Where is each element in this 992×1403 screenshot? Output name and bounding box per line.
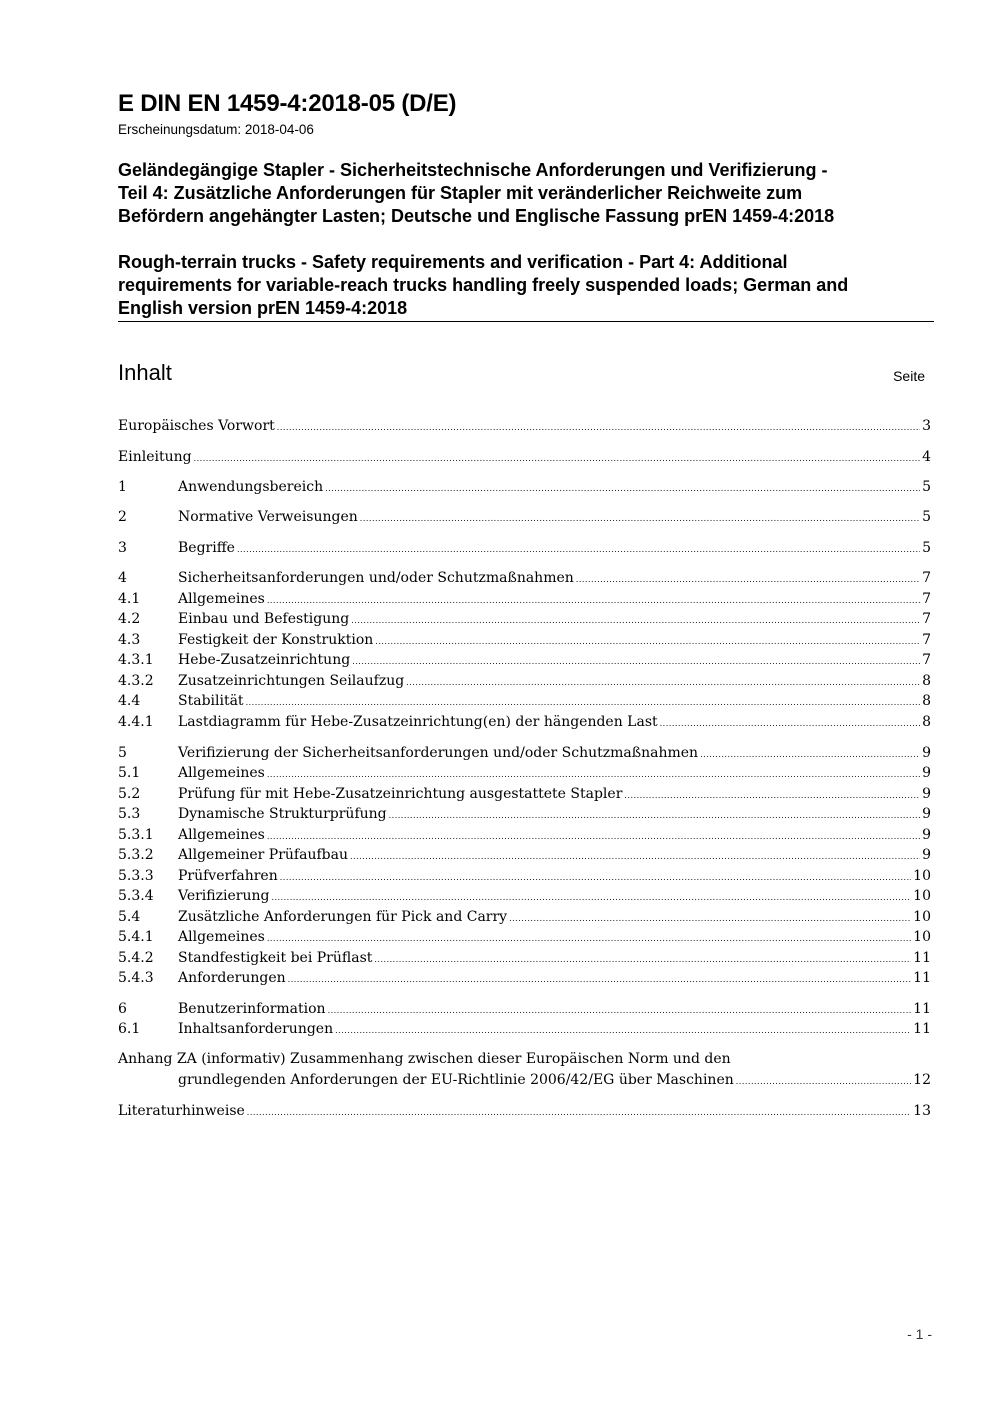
toc-dot-leader <box>360 509 920 525</box>
toc-entry-number: 5.1 <box>118 765 141 781</box>
toc-entry-label: Dynamische Strukturprüfung <box>178 806 387 822</box>
toc-entry-page: 7 <box>922 591 931 607</box>
toc-entry-page: 11 <box>913 950 931 966</box>
toc-entry[interactable] <box>118 745 931 765</box>
toc-entry-number: 5.4.3 <box>118 970 154 986</box>
toc-dot-leader <box>325 479 920 495</box>
toc-entry-number: 4.4 <box>118 693 141 709</box>
toc-dot-leader <box>267 929 911 945</box>
toc-entry-page: 7 <box>922 652 931 668</box>
toc-entry-label: Normative Verweisungen <box>178 509 358 525</box>
toc-dot-leader <box>267 765 920 781</box>
toc-entry[interactable] <box>118 1021 931 1041</box>
toc-entry-page: 7 <box>922 611 931 627</box>
english-title-line: Rough-terrain trucks - Safety requirements and verification - Part 4: Additional <box>118 252 788 272</box>
document-id: E DIN EN 1459-4:2018-05 (D/E) <box>118 90 457 117</box>
toc-entry[interactable] <box>118 449 931 469</box>
toc-entry-number: 5.2 <box>118 786 141 802</box>
toc-entry[interactable] <box>118 693 931 713</box>
toc-entry[interactable] <box>118 847 931 867</box>
toc-entry-label: Einbau und Befestigung <box>178 611 350 627</box>
toc-entry-page: 7 <box>922 570 931 586</box>
toc-entry-number: 4 <box>118 570 127 586</box>
toc-entry-page: 9 <box>922 827 931 843</box>
german-title-line: Befördern angehängter Lasten; Deutsche und Englische Fassung prEN 1459-4:2018 <box>118 206 835 226</box>
toc-entry-page: 8 <box>922 714 931 730</box>
toc-entry[interactable] <box>118 765 931 785</box>
toc-entry-label: Stabilität <box>178 693 244 709</box>
toc-entry-label: Lastdiagramm für Hebe-Zusatzeinrichtung(en) der hängenden Last <box>178 714 658 730</box>
toc-entry-page: 11 <box>913 970 931 986</box>
toc-entry-number: 5.4 <box>118 909 141 925</box>
toc-entry-label: Allgemeines <box>178 765 265 781</box>
toc-dot-leader <box>406 673 920 689</box>
toc-entry-number: 4.3 <box>118 632 141 648</box>
toc-entry-label: Verifizierung <box>178 888 270 904</box>
toc-entry[interactable] <box>118 673 931 693</box>
toc-entry[interactable] <box>118 970 931 990</box>
toc-entry-number: 4.1 <box>118 591 141 607</box>
toc-entry-number: 6 <box>118 1001 127 1017</box>
toc-entry-page: 5 <box>922 479 931 495</box>
toc-dot-leader <box>237 540 920 556</box>
toc-entry-label: Allgemeines <box>178 827 265 843</box>
toc-entry-label: Festigkeit der Konstruktion <box>178 632 374 648</box>
toc-entry-number: 5.3.4 <box>118 888 154 904</box>
toc-entry[interactable] <box>118 786 931 806</box>
toc-entry-page: 5 <box>922 509 931 525</box>
page-number: - 1 - <box>907 1326 932 1342</box>
toc-entry-page: 7 <box>922 632 931 648</box>
toc-dot-leader <box>374 950 911 966</box>
toc-entry-number: 5.4.1 <box>118 929 154 945</box>
toc-entry-label: Anwendungsbereich <box>178 479 324 495</box>
toc-entry[interactable] <box>118 1072 931 1092</box>
title-divider <box>118 321 934 322</box>
toc-dot-leader <box>736 1072 911 1088</box>
toc-dot-leader <box>389 806 920 822</box>
toc-entry-number: 5.3.2 <box>118 847 154 863</box>
toc-entry[interactable] <box>118 888 931 908</box>
toc-entry-label: Einleitung <box>118 449 192 465</box>
toc-entry[interactable] <box>118 714 931 734</box>
toc-entry-page: 12 <box>913 1072 931 1088</box>
toc-entry-label: Verifizierung der Sicherheitsanforderungen und/oder Schutzmaßnahmen <box>178 745 699 761</box>
toc-entry-page: 13 <box>913 1103 931 1119</box>
toc-entry[interactable] <box>118 1103 931 1123</box>
toc-dot-leader <box>700 745 920 761</box>
german-title-line: Geländegängige Stapler - Sicherheitstechnische Anforderungen und Verifizierung - <box>118 160 828 180</box>
toc-entry-number: 5.4.2 <box>118 950 154 966</box>
toc-entry-label: Benutzerinformation <box>178 1001 326 1017</box>
toc-dot-leader <box>267 591 920 607</box>
toc-entry-page: 9 <box>922 745 931 761</box>
publication-date: Erscheinungsdatum: 2018-04-06 <box>118 122 314 137</box>
toc-dot-leader <box>328 1001 912 1017</box>
english-title-line: English version prEN 1459-4:2018 <box>118 298 408 318</box>
toc-heading: Inhalt <box>118 360 172 385</box>
toc-dot-leader <box>267 827 920 843</box>
toc-entry-label: Begriffe <box>178 540 235 556</box>
toc-entry-number: 4.3.2 <box>118 673 154 689</box>
toc-entry[interactable] <box>118 540 931 560</box>
german-title-line: Teil 4: Zusätzliche Anforderungen für Stapler mit veränderlicher Reichweite zum <box>118 183 803 203</box>
toc-entry-page: 9 <box>922 786 931 802</box>
toc-dot-leader <box>375 632 920 648</box>
toc-entry-number: 3 <box>118 540 127 556</box>
toc-entry-label: Allgemeiner Prüfaufbau <box>178 847 348 863</box>
toc-entry-label: Sicherheitsanforderungen und/oder Schutzmaßnahmen <box>178 570 574 586</box>
toc-entry-label: Zusätzliche Anforderungen für Pick and Carry <box>178 909 508 925</box>
toc-entry-page: 10 <box>913 909 931 925</box>
toc-entry-page: 4 <box>922 449 931 465</box>
toc-dot-leader <box>288 970 912 986</box>
toc-entry-label: Hebe-Zusatzeinrichtung <box>178 652 351 668</box>
toc-entry-number: 1 <box>118 479 127 495</box>
toc-entry-label: Allgemeines <box>178 929 265 945</box>
toc-entry[interactable] <box>118 632 931 652</box>
toc-entry-label: Inhaltsanforderungen <box>178 1021 334 1037</box>
toc-entry-number: 5.3.1 <box>118 827 154 843</box>
toc-dot-leader <box>351 611 920 627</box>
english-title-line: requirements for variable-reach trucks handling freely suspended loads; German and <box>118 275 849 295</box>
toc-entry-number: 2 <box>118 509 127 525</box>
toc-entry-number: 5 <box>118 745 127 761</box>
toc-entry-page: 9 <box>922 765 931 781</box>
toc-entry-page: 8 <box>922 693 931 709</box>
toc-entry-label: Zusatzeinrichtungen Seilaufzug <box>178 673 405 689</box>
toc-entry-page: 8 <box>922 673 931 689</box>
toc-dot-leader <box>624 786 920 802</box>
toc-entry[interactable] <box>118 1001 931 1021</box>
toc-dot-leader <box>246 693 921 709</box>
toc-dot-leader <box>576 570 920 586</box>
toc-entry-page: 11 <box>913 1021 931 1037</box>
toc-dot-leader <box>194 449 921 465</box>
toc-entry-number: 4.2 <box>118 611 141 627</box>
toc-entry-label: Allgemeines <box>178 591 265 607</box>
toc-entry-label: Prüfung für mit Hebe-Zusatzeinrichtung ausgestattete Stapler <box>178 786 623 802</box>
toc-entry-label: Anforderungen <box>178 970 286 986</box>
toc-entry-number: 4.3.1 <box>118 652 154 668</box>
toc-annex-title-line[interactable]: Anhang ZA (informativ) Zusammenhang zwischen dieser Europäischen Norm und den <box>118 1051 731 1067</box>
toc-entry-page: 9 <box>922 806 931 822</box>
toc-entry-label: grundlegenden Anforderungen der EU-Richtlinie 2006/42/EG über Maschinen <box>178 1072 734 1088</box>
toc-dot-leader <box>350 847 920 863</box>
toc-entry[interactable] <box>118 479 931 499</box>
toc-entry-label: Standfestigkeit bei Prüflast <box>178 950 373 966</box>
toc-entry[interactable] <box>118 418 931 438</box>
toc-entry[interactable] <box>118 929 931 949</box>
toc-entry-number: 6.1 <box>118 1021 141 1037</box>
toc-entry-number: 5.3 <box>118 806 141 822</box>
toc-entry[interactable] <box>118 509 931 529</box>
toc-entry[interactable] <box>118 868 931 888</box>
toc-entry-page: 10 <box>913 929 931 945</box>
toc-entry-page: 5 <box>922 540 931 556</box>
toc-entry[interactable] <box>118 806 931 826</box>
english-title <box>118 251 938 320</box>
toc-entry-page: 11 <box>913 1001 931 1017</box>
toc-entry[interactable] <box>118 827 931 847</box>
toc-entry[interactable] <box>118 611 931 631</box>
toc-dot-leader <box>509 909 911 925</box>
toc-entry[interactable] <box>118 591 931 611</box>
toc-dot-leader <box>247 1103 911 1119</box>
toc-entry-label: Literaturhinweise <box>118 1103 245 1119</box>
toc-entry-page: 10 <box>913 868 931 884</box>
toc-entry[interactable] <box>118 950 931 970</box>
toc-entry-number: 4.4.1 <box>118 714 154 730</box>
toc-entry-page: 9 <box>922 847 931 863</box>
toc-entry-label: Europäisches Vorwort <box>118 418 275 434</box>
toc-entry-page: 10 <box>913 888 931 904</box>
toc-dot-leader <box>271 888 911 904</box>
toc-dot-leader <box>660 714 920 730</box>
toc-dot-leader <box>277 418 920 434</box>
toc-dot-leader <box>335 1021 911 1037</box>
toc-page-column-label: Seite <box>893 368 925 384</box>
toc-entry-number: 5.3.3 <box>118 868 154 884</box>
toc-entry[interactable] <box>118 652 931 672</box>
toc-dot-leader <box>280 868 911 884</box>
german-title <box>118 159 938 228</box>
toc-dot-leader <box>352 652 920 668</box>
toc-entry-label: Prüfverfahren <box>178 868 278 884</box>
toc-entry[interactable] <box>118 570 931 590</box>
toc-entry[interactable] <box>118 909 931 929</box>
toc-entry-page: 3 <box>922 418 931 434</box>
